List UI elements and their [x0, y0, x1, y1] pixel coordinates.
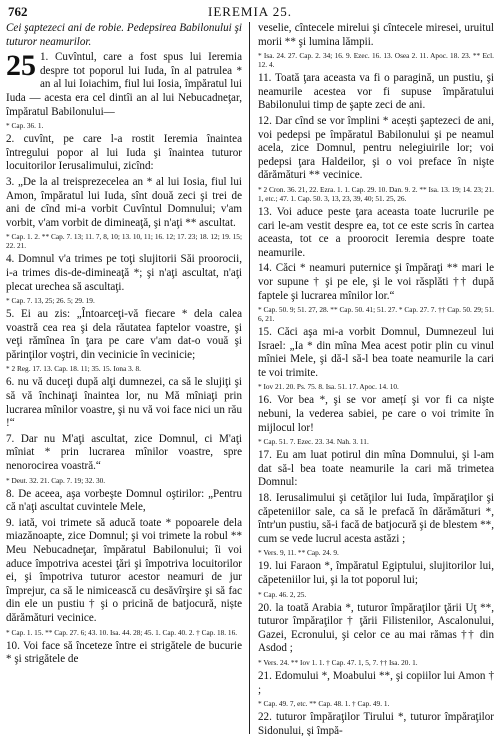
cross-reference	[6, 121, 242, 130]
reference-text: * Cap. 1. 2. ** Cap. 7. 13; 11. 7, 8, 10; 13. 10, 11; 16. 12; 17. 23; 18. 12; 19. 15; 22. 21.	[6, 232, 242, 251]
chapter-number: 25	[6, 49, 36, 83]
cross-reference	[258, 699, 494, 708]
verse-paragraph	[6, 640, 242, 667]
verse-paragraph	[258, 326, 494, 380]
reference-text: * Cap. 1. 15. ** Cap. 27. 6; 43. 10. Isa. 44. 28; 45. 1. Cap. 40. 2. † Cap. 18. 16.	[6, 627, 238, 637]
reference-text: * 2 Reg. 17. 13. Cap. 18. 11; 35. 15. Iona 3. 8.	[6, 364, 141, 374]
verse-text: 11. Toată ţara aceasta va fi o paragină, un pustiu, şi neamurile acestea vor fi supuse împăratului Babilonului timp de şapte zeci de ani.	[258, 72, 494, 112]
verse-text: veselie, cîntecele mirelui şi cîntecele miresei, uruitul morii ** şi lumina lămpii.	[258, 22, 494, 48]
verse-paragraph	[258, 115, 494, 183]
reference-text: * Cap. 7. 13, 25; 26. 5; 29. 19.	[6, 296, 95, 306]
verse-text: 21. Edomului *, Moabului **, şi copiilor lui Amon † ;	[258, 669, 494, 696]
verse-paragraph	[258, 206, 494, 260]
verse-text: 13. Voi aduce peste ţara aceasta toate lucrurile pe cari le-am vestit despre ea, tot ce este scris în cartea aceasta, tot ce a proorocit Ieremia despre toate neamurile.	[258, 205, 494, 259]
verse-text: 2. cuvînt, pe care l-a rostit Ieremia înaintea întregului popor al lui Iuda şi înaintea tuturor locuitorilor Ierusalimului, zicînd:	[6, 133, 242, 173]
cross-reference	[6, 364, 242, 373]
cross-reference	[258, 305, 494, 323]
verse-text: 7. Dar nu M'aţi ascultat, zice Domnul, ci M'aţi mîniat * prin lucrarea mînilor voastre, spre nenorocirea voastră.“	[6, 432, 242, 473]
right-column	[258, 22, 494, 736]
verse-text: 8. De aceea, aşa vorbeşte Domnul oştirilor: „Pentru că n'aţi ascultat cuvintele Mele,	[6, 487, 242, 514]
verse-paragraph	[6, 308, 242, 362]
reference-text: * Cap. 49. 7, etc. ** Cap. 48. 1. † Cap. 49. 1.	[258, 699, 390, 709]
cross-reference	[258, 548, 494, 557]
verse-paragraph	[258, 670, 494, 697]
verse-text: 1. Cuvîntul, care a fost spus lui Ieremia despre tot poporul lui Iuda, în al patrulea * an al lui Ioiachim, fiul lui Iosia, împăratul lui Iuda — acesta era cel dintîi an al lui Nebucadneţar, împăratul Babilonului—	[6, 51, 242, 118]
cross-reference	[6, 476, 242, 485]
page-header	[8, 4, 492, 22]
verse-text: 9. iată, voi trimete să aducă toate * popoarele dela miazănoapte, zice Domnul; şi voi trimete la robul ** Meu Nebucadneţar, împăratul Babilonului; îi voi aduce împotriva acestei ţări şi împotriva locuitorilor ei, şi împotriva tuturor acestor neamuri de jur împrejur, ca să le nimicească cu desăvîrşire şi să fac din ele un pustiu † şi o pricină de batjocură, niște dărămături vecinice.	[6, 516, 242, 624]
verse-paragraph	[258, 711, 494, 736]
verse-text: 10. Voi face să înceteze între ei strigătele de bucurie * şi strigătele de	[6, 639, 242, 666]
reference-text: * Deut. 32. 21. Cap. 7. 19; 32. 30.	[6, 475, 106, 485]
reference-text: * Cap. 46. 2, 25.	[258, 589, 307, 599]
verse-text: 18. Ierusalimului şi cetăţilor lui Iuda, împăraţilor şi căpeteniilor sale, ca să le prefacă în dărămături *, într'un pustiu, să-i facă de batjocură şi de blestem **, cum se vede lucrul acesta astăzi ;	[258, 492, 494, 545]
verse-text: 17. Eu am luat potirul din mîna Domnului, şi l-am dat să-l bea toate neamurile la cari mă trimetea Domnul:	[258, 449, 494, 489]
verse-text: 6. nu vă duceţi după alţi dumnezei, ca să le slujiţi şi să vă închinaţi înaintea lor, nu Mă mîniaţi prin lucrarea mînilor voastre, şi nu vă voi face nici un rău !“	[6, 376, 242, 430]
verse-paragraph	[6, 253, 242, 294]
cross-reference	[258, 658, 494, 667]
page-number: 762	[8, 4, 28, 19]
reference-text: * 2 Cron. 36. 21, 22. Ezra. 1. 1. Cap. 29. 10. Dan. 9. 2. ** Isa. 13. 19; 14. 23; 21. 1, etc.; 47. 1. Cap. 50. 3, 13, 23, 39, 40; 51. 25, 26.	[258, 184, 494, 203]
verse-paragraph	[258, 394, 494, 435]
running-title: IEREMIA 25.	[208, 4, 292, 19]
verse-paragraph	[6, 488, 242, 515]
reference-text: * Vers. 24. ** Iov 1. 1. † Cap. 47. 1, 5, 7. †† Isa. 20. 1.	[258, 657, 418, 667]
cross-reference	[258, 590, 494, 599]
column-divider	[249, 22, 250, 734]
verse-paragraph	[258, 262, 494, 303]
verse-paragraph	[6, 433, 242, 474]
reference-text: * Vers. 9, 11. ** Cap. 24. 9.	[258, 548, 339, 558]
verse-text: 3. „De la al treisprezecelea an * al lui Iosia, fiul lui Amon, împăratul lui Iuda, sînt două zeci şi trei de ani de cînd mi-a vorbit Cuvîntul Domnului; v'am vorbit, v'am vorbit de dimineaţă, şi n'aţi ** ascultat.	[6, 175, 242, 229]
cross-reference	[6, 628, 242, 637]
verse-text: 4. Domnul v'a trimes pe toţi slujitorii Săi proorocii, i-a trimes dis-de-dimineaţă *; şi n'aţi ascultat, n'aţi plecat urechea să ascultaţi.	[6, 253, 242, 293]
cross-reference	[6, 232, 242, 250]
verse-paragraph	[258, 602, 494, 656]
reference-text: * Cap. 36. 1.	[6, 121, 44, 131]
verse-paragraph	[6, 51, 242, 119]
reference-text: * Isa. 24. 27. Cap. 2. 34; 16. 9. Ezec. 16. 13. Osea 2. 11. Apoc. 18. 23. ** Ecl. 12. 4.	[258, 51, 494, 70]
reference-text: * Cap. 51. 7. Ezec. 23. 34. Nah. 3. 11.	[258, 437, 369, 447]
cross-reference	[258, 437, 494, 446]
verse-paragraph	[258, 72, 494, 113]
cross-reference	[258, 185, 494, 203]
verse-paragraph	[6, 133, 242, 174]
verse-text: 14. Căci * neamuri puternice şi împăraţi ** mari le vor supune † şi pe ele, şi le voi răsplăti †† după faptele şi lucrarea mînilor lor.“	[258, 262, 494, 302]
verse-paragraph	[6, 176, 242, 230]
cross-reference	[258, 51, 494, 69]
reference-text: * Cap. 50. 9; 51. 27, 28. ** Cap. 50. 41; 51. 27. * Cap. 27. 7. †† Cap. 50. 29; 51. 6, 21.	[258, 305, 494, 324]
verse-text: 12. Dar cînd se vor împlini * acești şaptezeci de ani, voi pedepsi pe împăratul Babilonului şi pe neamul acela, zice Domnul, pentru nelegiuirile lor; voi pedepsi ţara Haldeilor, şi o voi preface în nişte dărămături ** vecinice.	[258, 114, 494, 182]
verse-paragraph	[258, 560, 494, 587]
reference-text: * Iov 21. 20. Ps. 75. 8. Isa. 51. 17. Apoc. 14. 10.	[258, 382, 399, 392]
verse-text: 20. la toată Arabia *, tuturor împăraţilor ţării Uţ **, tuturor împăraţilor † ţării Filistenilor, Ascalonului, Gazei, Ecronului, şi celor ce au mai rămas †† din Asdod ;	[258, 601, 494, 655]
verse-text: 16. Vor bea *, şi se vor amețí şi vor fi ca nişte nebuni, la vederea sabiei, pe care o voi trimite în mijlocul lor!	[258, 394, 494, 434]
verse-text: 5. Ei au zis: „Întoarceţi-vă fiecare * dela calea voastră cea rea şi dela răutatea faptelor voastre, şi veţi rămînea în ţara pe care v'am dat-o vouă şi părinţilor voştri, din vecinicie în vecinicie;	[6, 308, 242, 361]
chapter-summary: Cei şaptezeci ani de robie. Pedepsirea Babilonului şi tuturor neamurilor.	[6, 22, 242, 48]
verse-paragraph	[258, 449, 494, 490]
verse-paragraph	[258, 22, 494, 49]
verse-text: 22. tuturor împăraţilor Tirului *, tuturor împăraţilor Sidonului, şi împă-	[258, 711, 494, 736]
verse-text: 19. lui Faraon *, împăratul Egiptului, slujitorilor lui, căpeteniilor lui, şi la tot poporul lui;	[258, 560, 494, 586]
cross-reference	[6, 296, 242, 305]
verse-paragraph	[258, 492, 494, 546]
left-column	[6, 22, 242, 736]
verse-text: 15. Căci aşa mi-a vorbit Domnul, Dumnezeul lui Israel: „Ia * din mîna Mea acest potir plin cu vinul mîniei Mele, şi dă-l să-l bea toate neamurile la cari te voi trimite.	[258, 326, 494, 379]
verse-paragraph	[6, 376, 242, 430]
cross-reference	[258, 382, 494, 391]
verse-paragraph	[6, 517, 242, 626]
